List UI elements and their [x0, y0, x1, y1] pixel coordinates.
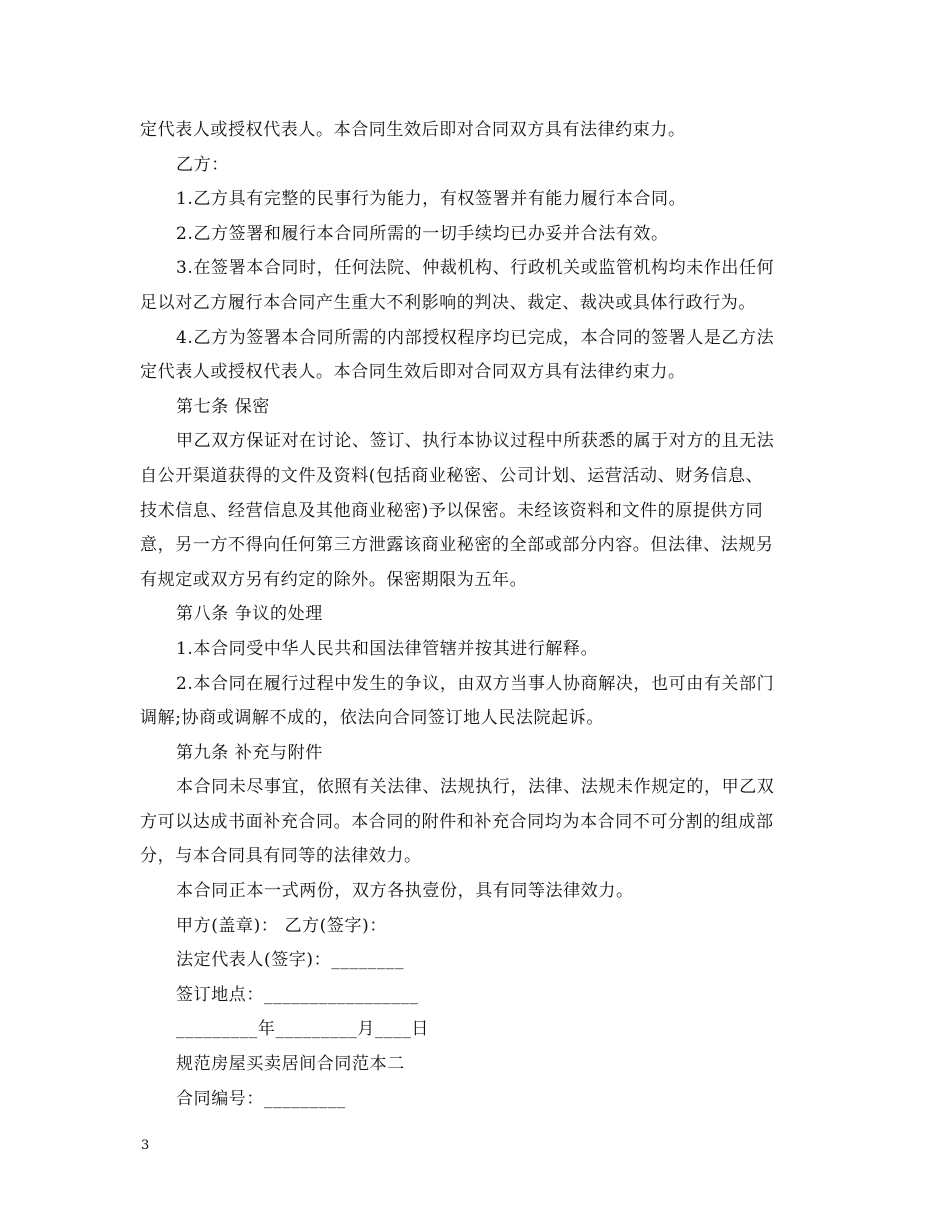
- contract-body: [140, 113, 812, 1116]
- section-heading: 第九条 补充与附件: [176, 742, 323, 763]
- text-line: 3.在签署本合同时，任何法院、仲裁机构、行政机关或监管机构均未作出任何: [176, 258, 775, 279]
- signature-line: 甲方(盖章)： 乙方(签字)：: [176, 915, 387, 936]
- date-line: _________年_________月____日: [176, 1019, 429, 1040]
- text-line: 有规定或双方另有约定的除外。保密期限为五年。: [140, 569, 528, 590]
- text-line: 技术信息、经营信息及其他商业秘密)予以保密。未经该资料和文件的原提供方同: [140, 500, 764, 521]
- text-line: 调解;协商或调解不成的，依法向合同签订地人民法院起诉。: [140, 708, 604, 729]
- page-number: 3: [141, 1138, 150, 1153]
- text-line: 意，另一方不得向任何第三方泄露该商业秘密的全部或部分内容。但法律、法规另: [140, 535, 774, 556]
- text-line: 甲乙双方保证对在讨论、签订、执行本协议过程中所获悉的属于对方的且无法: [176, 431, 775, 452]
- text-line: 4.乙方为签署本合同所需的内部授权程序均已完成，本合同的签署人是乙方法: [176, 327, 775, 348]
- text-line: 乙方：: [176, 154, 229, 175]
- text-line: 定代表人或授权代表人。本合同生效后即对合同双方具有法律约束力。: [140, 362, 686, 383]
- text-line: 1.本合同受中华人民共和国法律管辖并按其进行解释。: [176, 638, 599, 659]
- section-heading: 第七条 保密: [176, 396, 271, 417]
- text-line: 足以对乙方履行本合同产生重大不利影响的判决、裁定、裁决或具体行政行为。: [140, 292, 756, 313]
- document-title-line: 规范房屋买卖居间合同范本二: [176, 1054, 405, 1075]
- text-line: 定代表人或授权代表人。本合同生效后即对合同双方具有法律约束力。: [140, 120, 686, 140]
- text-line: 2.乙方签署和履行本合同所需的一切手续均已办妥并合法有效。: [176, 223, 669, 244]
- text-line: 自公开渠道获得的文件及资料(包括商业秘密、公司计划、运营活动、财务信息、: [140, 465, 764, 486]
- signing-place-line: 签订地点：_________________: [176, 984, 419, 1005]
- text-line: 分，与本合同具有同等的法律效力。: [140, 846, 422, 867]
- text-line: 方可以达成书面补充合同。本合同的附件和补充合同均为本合同不可分割的组成部: [140, 811, 774, 832]
- text-line: 本合同未尽事宜，依照有关法律、法规执行，法律、法规未作规定的，甲乙双: [176, 777, 775, 798]
- signature-line: 法定代表人(签字)：________: [176, 950, 405, 971]
- text-line: 本合同正本一式两份，双方各执壹份，具有同等法律效力。: [176, 881, 634, 902]
- text-line: 2.本合同在履行过程中发生的争议，由双方当事人协商解决，也可由有关部门: [176, 673, 775, 694]
- text-line: 1.乙方具有完整的民事行为能力，有权签署并有能力履行本合同。: [176, 189, 687, 210]
- section-heading: 第八条 争议的处理: [176, 604, 323, 625]
- contract-number-line: 合同编号：_________: [176, 1088, 346, 1109]
